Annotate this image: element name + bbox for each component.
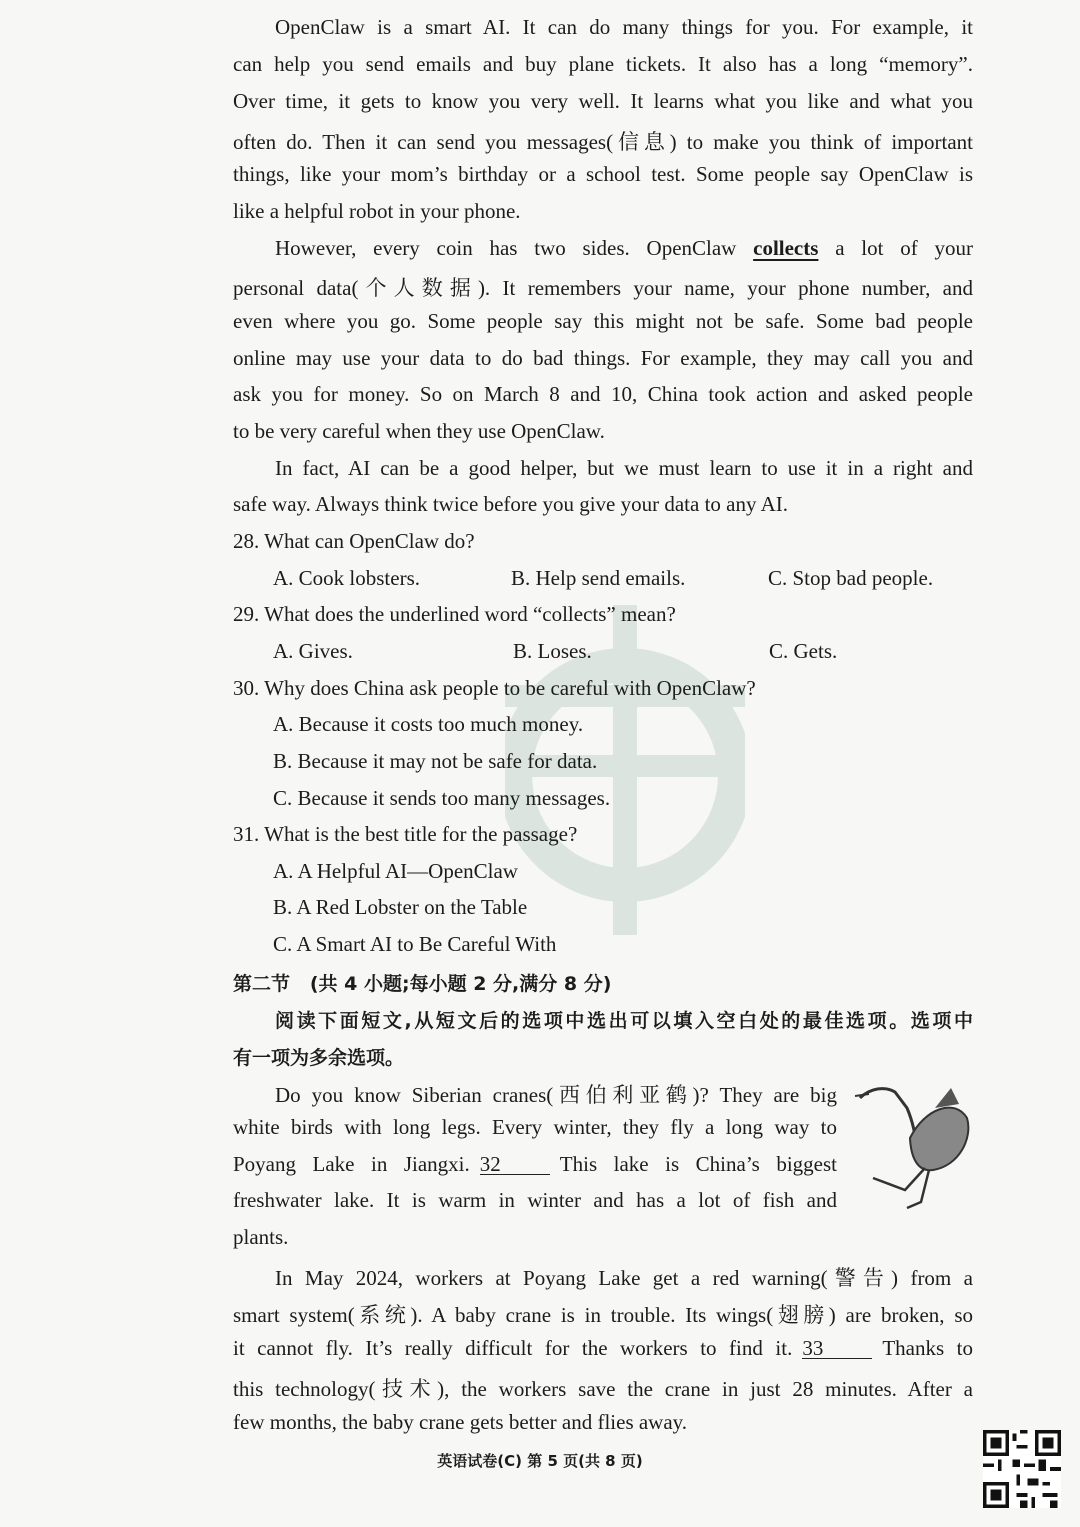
q30-option-b[interactable]: B. Because it may not be safe for data. <box>273 749 598 773</box>
section-2-instruction-2: 有一项为多余选项。 <box>233 1047 405 1069</box>
p1-line-1: OpenClaw is a smart AI. It can do many things for you. For example, it <box>275 15 973 39</box>
blank-32[interactable]: 32 <box>480 1154 550 1175</box>
q31-option-b[interactable]: B. A Red Lobster on the Table <box>273 895 528 919</box>
underlined-word-collects: collects <box>753 236 819 260</box>
p2a-line-2: white birds with long legs. Every winter, they fly a long way to <box>233 1115 837 1139</box>
q29-option-a[interactable]: A. Gives. <box>273 639 353 663</box>
p2-line-3: even where you go. Some people say this might not be safe. Some bad people <box>233 309 973 333</box>
question-31: 31. What is the best title for the passage? <box>233 822 578 846</box>
p2-line-1-end: a lot of your <box>818 236 973 260</box>
qr-code-icon <box>983 1430 1061 1508</box>
crane-illustration <box>855 1078 975 1213</box>
section-2-heading <box>233 969 611 996</box>
q31-option-a[interactable]: A. A Helpful AI—OpenClaw <box>273 859 518 883</box>
question-29: 29. What does the underlined word “collects” mean? <box>233 602 676 626</box>
q29-option-c[interactable]: C. Gets. <box>769 639 838 663</box>
question-30: 30. Why does China ask people to be careful with OpenClaw? <box>233 676 756 700</box>
p2a-line-4: freshwater lake. It is warm in winter and has a lot of fish and <box>233 1188 837 1212</box>
p2b-line-4: this technology(技术), the workers save the crane in just 28 minutes. After a <box>233 1377 973 1401</box>
q31-option-c[interactable]: C. A Smart AI to Be Careful With <box>273 932 557 956</box>
p2-line-6: to be very careful when they use OpenClaw. <box>233 419 605 443</box>
p2b-line-3 <box>233 1336 973 1361</box>
p2-line-5: ask you for money. So on March 8 and 10, China took action and asked people <box>233 382 973 406</box>
q30-option-c[interactable]: C. Because it sends too many messages. <box>273 786 611 810</box>
p2b-line-3-start: it cannot fly. It’s really difficult for the workers to find it. <box>233 1336 793 1360</box>
p1-line-4: often do. Then it can send you messages(信息) to make you think of important <box>233 130 973 154</box>
q30-option-a[interactable]: A. Because it costs too much money. <box>273 712 584 736</box>
p2-line-4: online may use your data to do bad things. For example, they may call you and <box>233 346 973 370</box>
section-2-title: 第二节 <box>233 973 291 995</box>
p1-line-5: things, like your mom’s birthday or a school test. Some people say OpenClaw is <box>233 162 973 186</box>
watermark-logo <box>505 565 745 985</box>
question-28: 28. What can OpenClaw do? <box>233 529 475 553</box>
p2b-line-3-end: Thanks to <box>882 1336 974 1360</box>
p2-line-1-start: However, every coin has two sides. OpenClaw <box>275 236 754 260</box>
page-footer: 英语试卷(C) 第 5 页(共 8 页) <box>437 1452 643 1470</box>
p2b-line-5: few months, the baby crane gets better and flies away. <box>233 1410 688 1434</box>
p2-line-1 <box>275 236 973 261</box>
section-2-instruction-1: 阅读下面短文,从短文后的选项中选出可以填入空白处的最佳选项。选项中 <box>275 1010 973 1032</box>
p2a-line-3 <box>233 1152 837 1177</box>
p2a-line-3-end: This lake is China’s biggest <box>559 1152 838 1176</box>
q28-option-c[interactable]: C. Stop bad people. <box>768 566 934 590</box>
blank-33[interactable]: 33 <box>802 1338 872 1359</box>
p1-line-3: Over time, it gets to know you very well. It learns what you like and what you <box>233 89 973 113</box>
p3-line-2: safe way. Always think twice before you give your data to any AI. <box>233 492 788 516</box>
p2b-line-1: In May 2024, workers at Poyang Lake get a red warning(警告) from a <box>275 1266 973 1290</box>
section-2-score: (共 4 小题;每小题 2 分,满分 8 分) <box>309 973 612 995</box>
q28-option-a[interactable]: A. Cook lobsters. <box>273 566 420 590</box>
q28-option-b[interactable]: B. Help send emails. <box>511 566 686 590</box>
p1-line-2: can help you send emails and buy plane tickets. It also has a long “memory”. <box>233 52 973 76</box>
p3-line-1: In fact, AI can be a good helper, but we must learn to use it in a right and <box>275 456 973 480</box>
p2a-line-5: plants. <box>233 1225 289 1249</box>
p1-line-6: like a helpful robot in your phone. <box>233 199 521 223</box>
p2-line-2: personal data(个人数据). It remembers your name, your phone number, and <box>233 276 973 300</box>
q29-option-b[interactable]: B. Loses. <box>513 639 592 663</box>
p2b-line-2: smart system(系统). A baby crane is in trouble. Its wings(翅膀) are broken, so <box>233 1303 973 1327</box>
p2a-line-1: Do you know Siberian cranes(西伯利亚鹤)? They are big <box>275 1083 837 1107</box>
p2a-line-3-start: Poyang Lake in Jiangxi. <box>233 1152 470 1176</box>
